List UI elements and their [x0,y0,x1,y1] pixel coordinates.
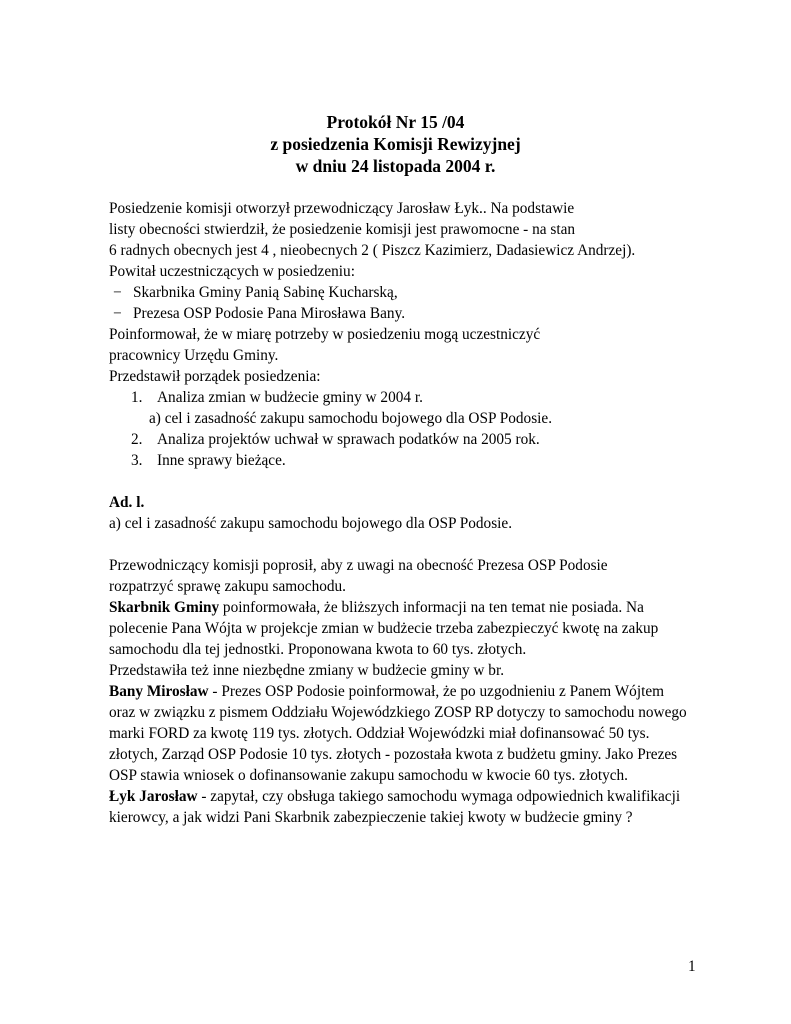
speaker-name: Skarbnik Gminy [109,599,220,616]
agenda-number: 1. [131,389,143,406]
body-line: polecenie Pana Wójta w projekcje zmian w budżecie trzeba zabezpieczyć kwotę na zakup [109,620,659,637]
title-line-1: Protokół Nr 15 /04 [326,112,465,132]
body-line: rozpatrzyć sprawę zakupu samochodu. [109,578,347,595]
info-line-1: Poinformował, że w miarę potrzeby w posiedzeniu mogą uczestniczyć [109,326,541,343]
agenda-number: 3. [131,452,143,469]
agenda-text: Analiza projektów uchwał w sprawach podatków na 2005 rok. [157,431,540,448]
speaker-paragraph [109,681,729,702]
intro-line-4: Powitał uczestniczących w posiedzeniu: [109,263,355,280]
agenda-subitem: a) cel i zasadność zakupu samochodu bojowego dla OSP Podosie. [149,410,553,427]
body-line: marki FORD za kwotę 119 tys. złotych. Oddział Wojewódzki miał dofinansować 50 tys. [109,725,650,742]
agenda-text: Inne sprawy bieżące. [157,452,286,469]
info-line-3: Przedstawił porządek posiedzenia: [109,368,321,385]
body-line: oraz w związku z pismem Oddziału Wojewódzkiego ZOSP RP dotyczy to samochodu nowego [109,704,687,721]
body-line: złotych, Zarząd OSP Podosie 10 tys. złotych - pozostała kwota z budżetu gminy. Jako Prezes [109,746,678,763]
speaker-text: - Prezes OSP Podosie poinformował, że po uzgodnieniu z Panem Wójtem [208,683,665,700]
document-body [109,198,729,828]
guest-list-item [109,303,729,324]
body-line: OSP stawia wniosek o dofinansowanie zakupu samochodu w kwocie 60 tys. złotych. [109,767,629,784]
body-line: kierowcy, a jak widzi Pani Skarbnik zabezpieczenie takiej kwoty w budżecie gminy ? [109,809,633,826]
title-line-2: z posiedzenia Komisji Rewizyjnej [270,134,521,154]
info-line-2: pracownicy Urzędu Gminy. [109,347,279,364]
speaker-paragraph [109,786,729,807]
body-line: Przedstawiła też inne niezbędne zmiany w budżecie gminy w br. [109,662,505,679]
agenda-text: Analiza zmian w budżecie gminy w 2004 r. [157,389,423,406]
agenda-number: 2. [131,431,143,448]
agenda-item [109,450,729,471]
guest-text: Skarbnika Gminy Panią Sabinę Kucharską, [133,284,398,301]
speaker-name: Łyk Jarosław [109,788,198,805]
agenda-item [109,429,729,450]
guest-list-item [109,282,729,303]
guest-text: Prezesa OSP Podosie Pana Mirosława Bany. [133,305,406,322]
section-subject: a) cel i zasadność zakupu samochodu bojowego dla OSP Podosie. [109,515,513,532]
title-line-3: w dniu 24 listopada 2004 r. [295,156,496,176]
dash-bullet: − [113,305,122,322]
document-title [0,111,791,177]
section-heading: Ad. l. [109,494,145,511]
intro-line-3: 6 radnych obecnych jest 4 , nieobecnych 2 ( Piszcz Kazimierz, Dadasiewicz Andrzej). [109,242,636,259]
page-number: 1 [688,958,696,975]
body-line: samochodu dla tej jednostki. Proponowana kwota to 60 tys. złotych. [109,641,527,658]
intro-line-1: Posiedzenie komisji otworzył przewodniczący Jarosław Łyk.. Na podstawie [109,200,575,217]
intro-line-2: listy obecności stwierdził, że posiedzenie komisji jest prawomocne - na stan [109,221,576,238]
dash-bullet: − [113,284,122,301]
speaker-text: - zapytał, czy obsługa takiego samochodu wymaga odpowiednich kwalifikacji [197,788,681,805]
speaker-name: Bany Mirosław [109,683,209,700]
body-line: Przewodniczący komisji poprosił, aby z uwagi na obecność Prezesa OSP Podosie [109,557,608,574]
agenda-item [109,387,729,408]
speaker-paragraph [109,597,729,618]
speaker-text: poinformowała, że bliższych informacji na ten temat nie posiada. Na [219,599,644,616]
